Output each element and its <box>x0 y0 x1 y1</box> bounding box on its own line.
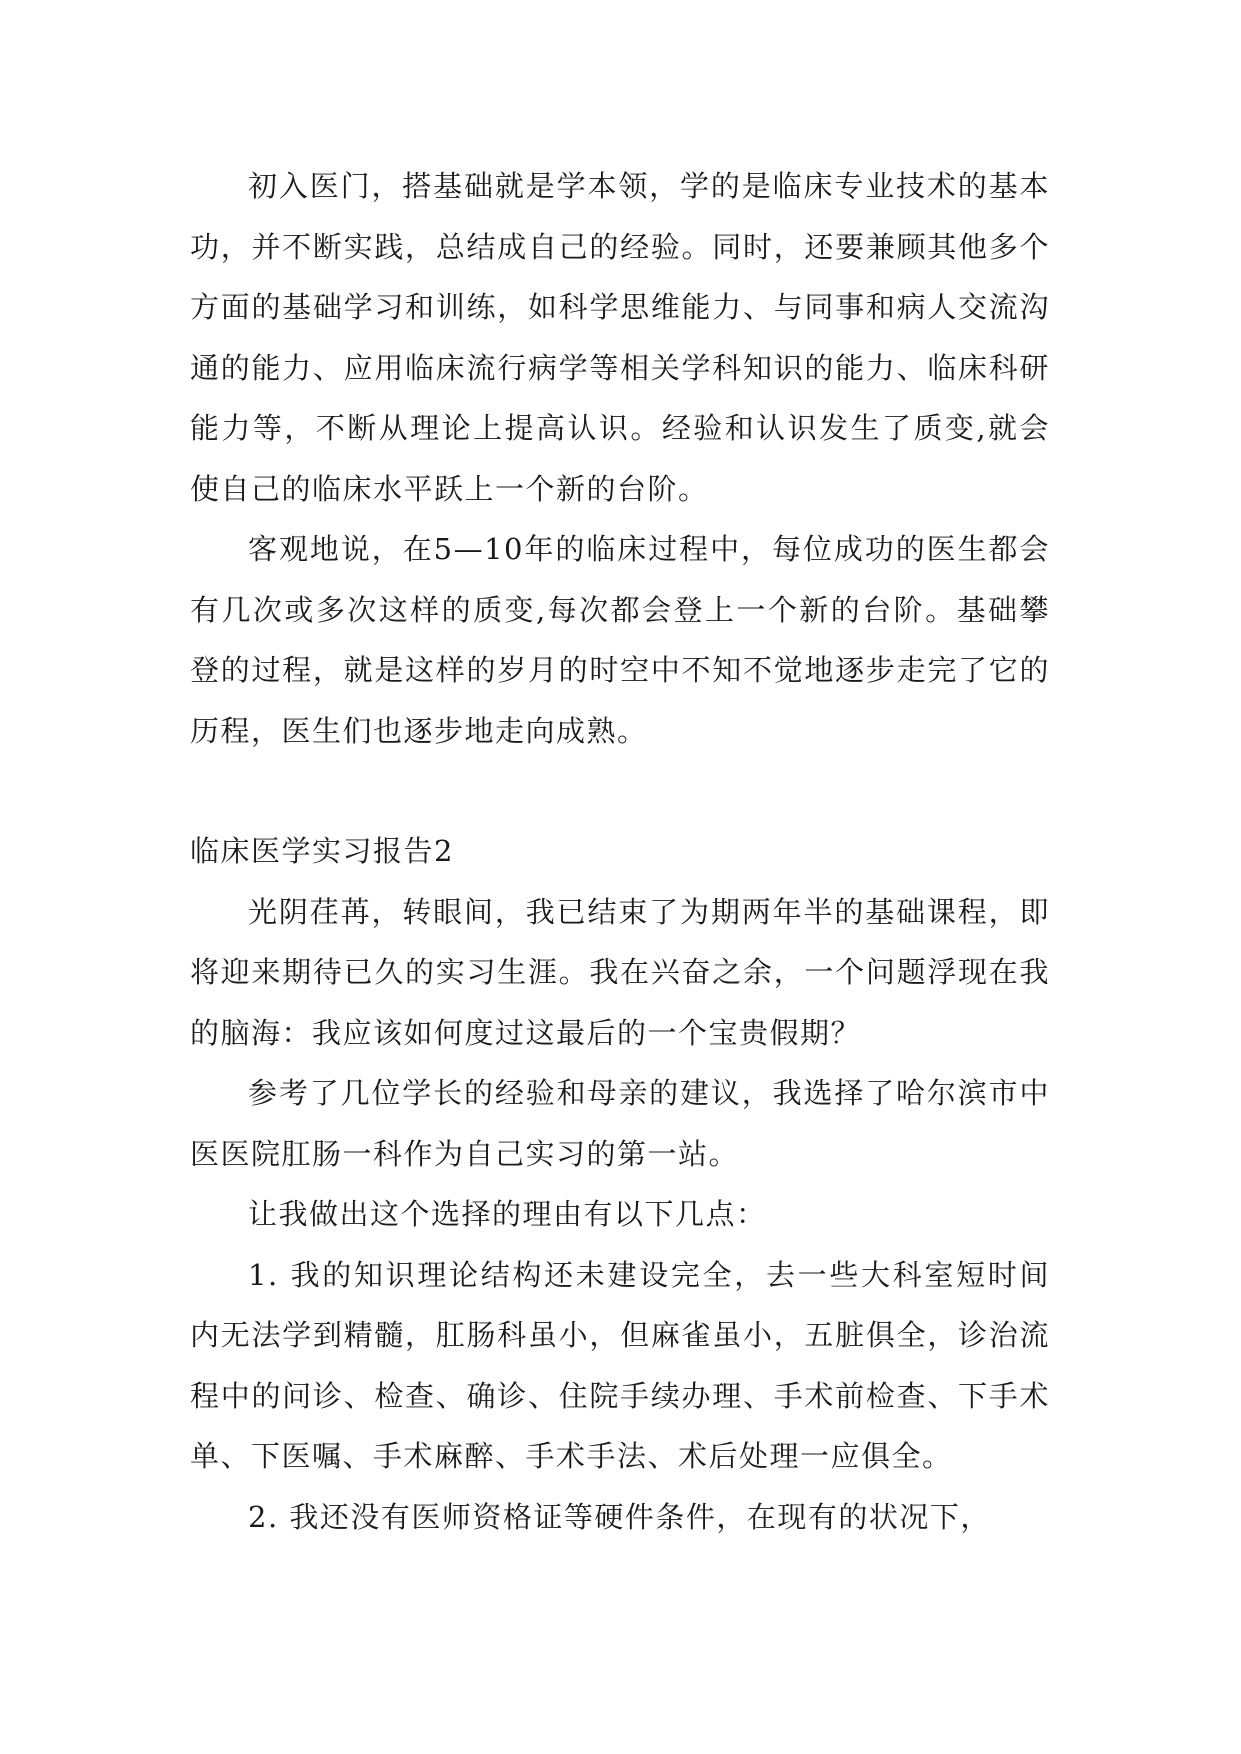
list-item: 1. 我的知识理论结构还未建设完全，去一些大科室短时间内无法学到精髓，肛肠科虽小，但麻雀虽小，五脏俱全，诊治流程中的问诊、检查、确诊、住院手续办理、手术前检查、下手术单、下医嘱、手术麻醉、手术手法、术后处理一应俱全。 <box>190 1257 1050 1473</box>
paragraph: 参考了几位学长的经验和母亲的建议，我选择了哈尔滨市中医医院肛肠一科作为自己实习的第一站。 <box>190 1076 1050 1171</box>
paragraph: 光阴荏苒，转眼间，我已结束了为期两年半的基础课程，即将迎来期待已久的实习生涯。我在兴奋之余，一个问题浮现在我的脑海：我应该如何度过这最后的一个宝贵假期？ <box>190 894 1050 1050</box>
section-title: 临床医学实习报告2 <box>190 834 454 868</box>
paragraph: 初入医门，搭基础就是学本领，学的是临床专业技术的基本功，并不断实践，总结成自己的经验。同时，还要兼顾其他多个方面的基础学习和训练，如科学思维能力、与同事和病人交流沟通的能力、应用临床流行病学等相关学科知识的能力、临床科研能力等，不断从理论上提高认识。经验和认识发生了质变,就会使自己的临床水平跃上一个新的台阶。 <box>190 169 1050 506</box>
paragraph: 客观地说，在5—10年的临床过程中，每位成功的医生都会有几次或多次这样的质变,每次都会登上一个新的台阶。基础攀登的过程，就是这样的岁月的时空中不知不觉地逐步走完了它的历程，医生们也逐步地走向成熟。 <box>190 532 1050 748</box>
document-body <box>190 156 1050 1547</box>
section-gap <box>190 761 1050 821</box>
paragraph: 让我做出这个选择的理由有以下几点： <box>248 1197 767 1231</box>
list-item: 2. 我还没有医师资格证等硬件条件，在现有的状况下， <box>248 1499 991 1534</box>
